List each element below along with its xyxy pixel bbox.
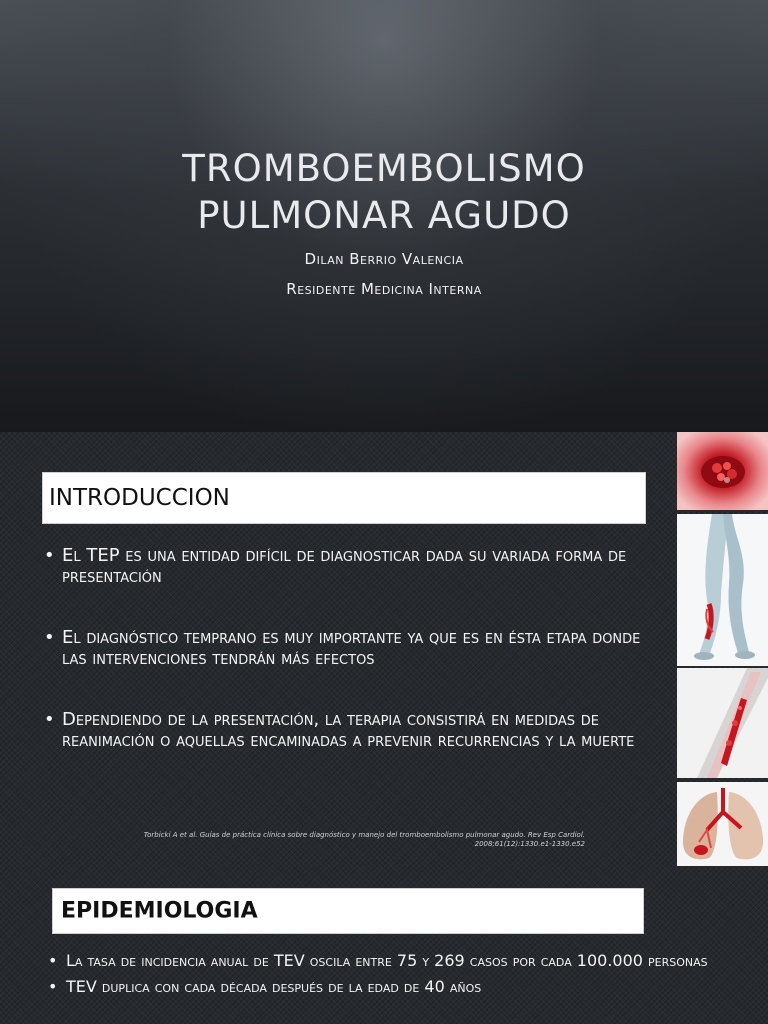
bullet-symbol: • bbox=[44, 709, 55, 730]
citation-reference: Torbicki A et al. Guías de práctica clínica sobre diagnóstico y manejo del tromboembolismo pulmonar agudo. Rev Esp Cardiol. 2008;61(12):1330.e1-1330.e52 bbox=[143, 831, 585, 848]
slide-title-line-2: PULMONAR AGUDO bbox=[197, 194, 571, 237]
legs-dvt-illustration bbox=[677, 514, 768, 666]
bullet-symbol: • bbox=[48, 951, 58, 970]
bullet-symbol: • bbox=[44, 627, 55, 648]
bullet-text: El TEP es una entidad difícil de diagnosticar dada su variada forma de presentación bbox=[62, 545, 627, 587]
slide-title bbox=[0, 145, 768, 239]
bullet-text: El diagnóstico temprano es muy importante ya que es en ésta etapa donde las intervenciones tendrán más efectos bbox=[62, 627, 641, 669]
slide-title-line-1: TROMBOEMBOLISMO bbox=[182, 147, 586, 190]
bullet-text: La tasa de incidencia anual de TEV oscila entre 75 y 269 casos por cada 100.000 personas bbox=[66, 951, 708, 970]
introduction-bullet bbox=[42, 709, 652, 751]
epidemiology-bullet bbox=[46, 978, 736, 995]
introduction-bullet bbox=[42, 627, 652, 669]
epidemiology-heading-banner bbox=[52, 888, 644, 934]
epidemiology-bullet bbox=[46, 952, 736, 969]
introduction-heading: INTRODUCCION bbox=[49, 485, 230, 511]
bullet-text: Dependiendo de la presentación, la terapia consistirá en medidas de reanimación o aquellas encaminadas a prevenir recurrencias y la muerte bbox=[62, 709, 635, 751]
vein-thrombus-image bbox=[677, 668, 768, 778]
epidemiology-bullet-list bbox=[46, 952, 736, 1004]
introduction-heading-banner bbox=[42, 472, 646, 524]
vessel-clot-closeup-image bbox=[677, 432, 768, 510]
introduction-bullet-list bbox=[42, 545, 652, 791]
bullet-symbol: • bbox=[44, 545, 55, 566]
author-name: Dilan Berrio Valencia bbox=[304, 250, 464, 268]
bullet-text: TEV duplica con cada década después de la edad de 40 años bbox=[66, 977, 482, 996]
medical-images-strip bbox=[677, 432, 768, 866]
title-slide bbox=[0, 0, 768, 432]
bullet-symbol: • bbox=[48, 977, 58, 996]
introduction-bullet bbox=[42, 545, 652, 587]
introduction-slide bbox=[0, 432, 768, 866]
lungs-embolism-illustration bbox=[677, 782, 768, 866]
epidemiology-slide bbox=[0, 866, 768, 1024]
author-role: Residente Medicina Interna bbox=[286, 280, 482, 298]
epidemiology-heading: EPIDEMIOLOGIA bbox=[61, 898, 258, 924]
